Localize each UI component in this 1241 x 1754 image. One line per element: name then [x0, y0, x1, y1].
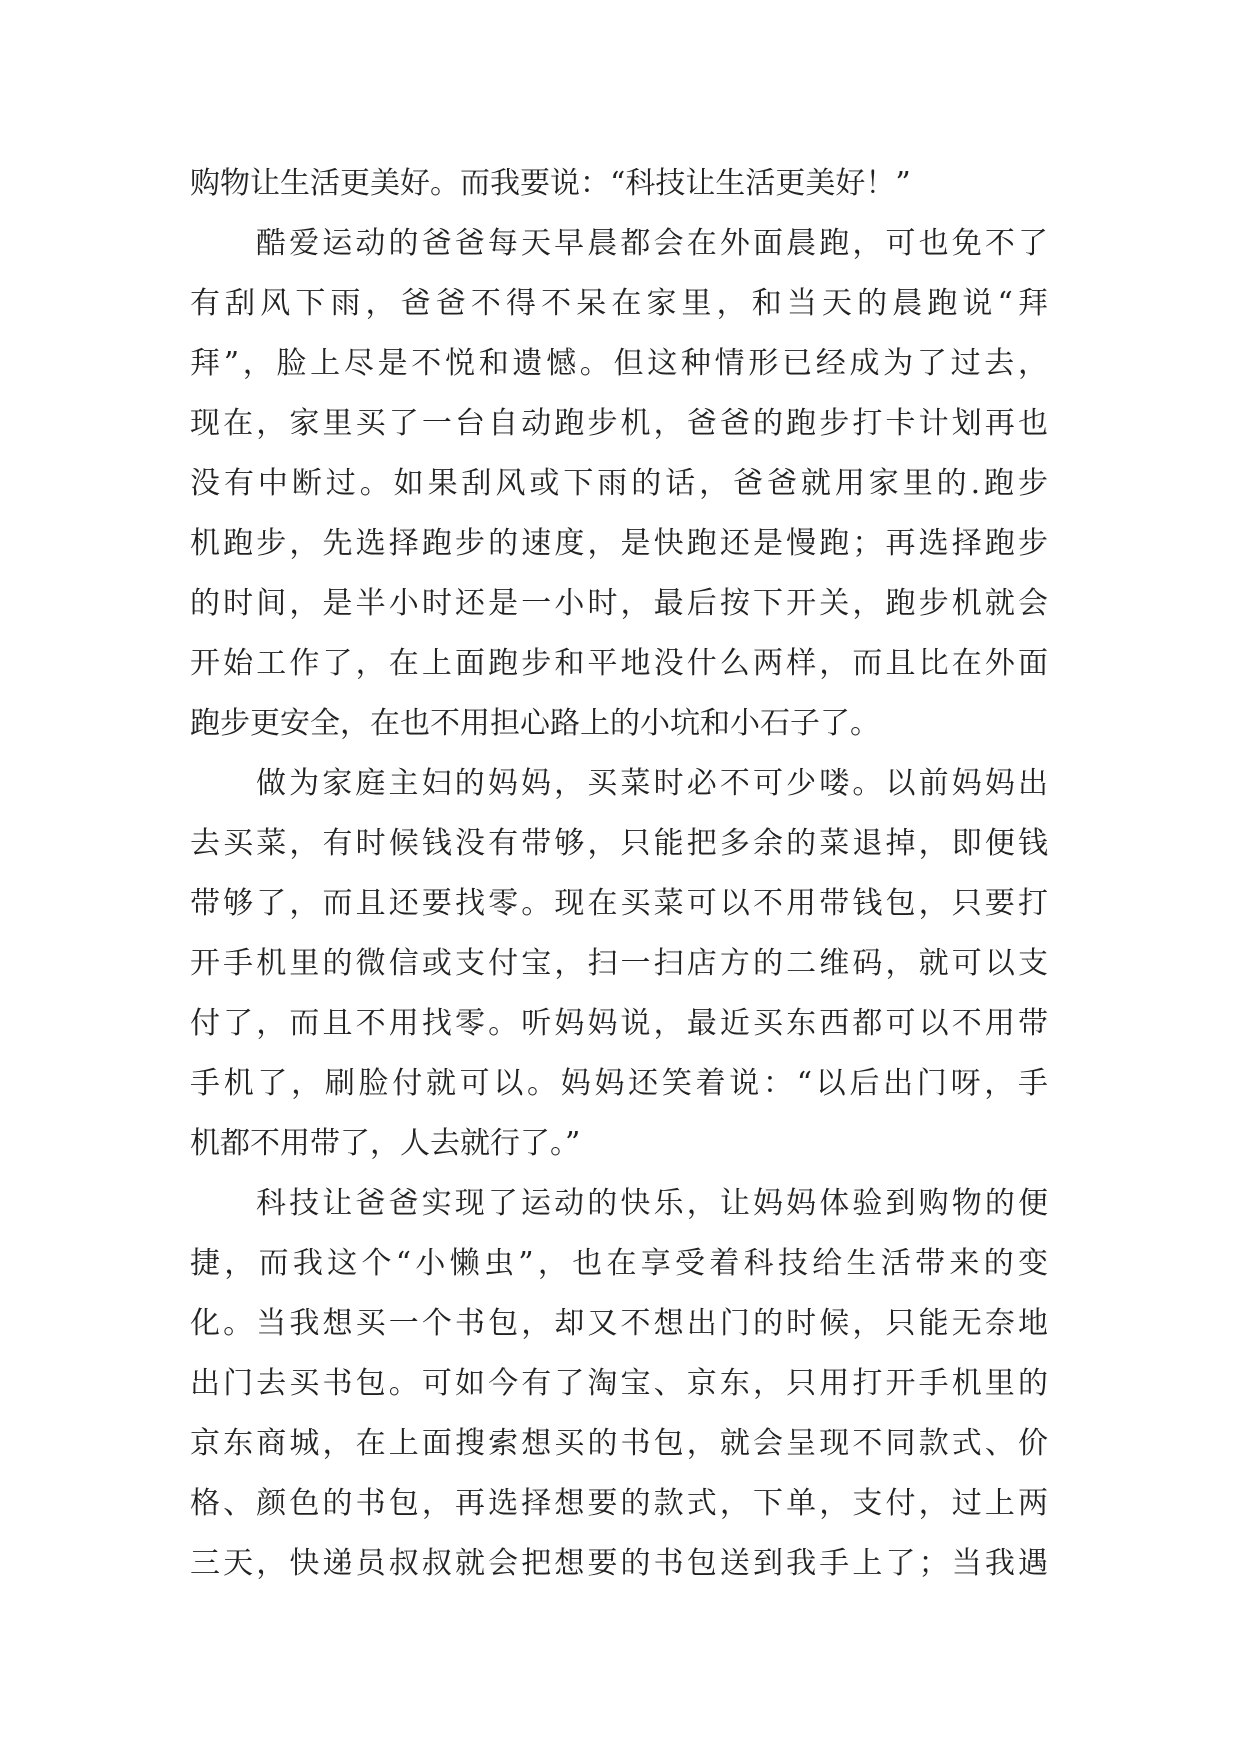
paragraph-start-line: 科技让爸爸实现了运动的快乐，让妈妈体验到购物的便	[256, 1186, 1048, 1221]
text-line: 开手机里的微信或支付宝，扫一扫店方的二维码，就可以支	[190, 946, 1048, 981]
text-line: 带够了，而且还要找零。现在买菜可以不用带钱包，只要打	[190, 886, 1048, 921]
text-line: 付了，而且不用找零。听妈妈说，最近买东西都可以不用带	[190, 1006, 1048, 1041]
text-line: 跑步更安全，在也不用担心路上的小坑和小石子了。	[190, 706, 880, 741]
text-line: 购物让生活更美好。而我要说：“科技让生活更美好！”	[190, 166, 911, 201]
text-line: 机都不用带了，人去就行了。”	[190, 1126, 581, 1161]
text-line: 出门去买书包。可如今有了淘宝、京东，只用打开手机里的	[190, 1366, 1048, 1401]
text-line: 拜”，脸上尽是不悦和遗憾。但这种情形已经成为了过去，	[190, 346, 1048, 381]
text-line: 三天，快递员叔叔就会把想要的书包送到我手上了；当我遇	[190, 1546, 1048, 1581]
text-line: 去买菜，有时候钱没有带够，只能把多余的菜退掉，即便钱	[190, 826, 1048, 861]
text-line: 手机了，刷脸付就可以。妈妈还笑着说：“以后出门呀，手	[190, 1066, 1048, 1101]
text-line: 捷，而我这个“小懒虫”，也在享受着科技给生活带来的变	[190, 1246, 1048, 1281]
text-line: 机跑步，先选择跑步的速度，是快跑还是慢跑；再选择跑步	[190, 526, 1048, 561]
text-line: 的时间，是半小时还是一小时，最后按下开关，跑步机就会	[190, 586, 1048, 621]
text-line: 京东商城，在上面搜索想买的书包，就会呈现不同款式、价	[190, 1426, 1048, 1461]
text-line: 没有中断过。如果刮风或下雨的话，爸爸就用家里的.跑步	[190, 466, 1048, 501]
text-line: 现在，家里买了一台自动跑步机，爸爸的跑步打卡计划再也	[190, 406, 1048, 441]
paragraph-start-line: 酷爱运动的爸爸每天早晨都会在外面晨跑，可也免不了	[256, 226, 1048, 261]
text-line: 有刮风下雨，爸爸不得不呆在家里，和当天的晨跑说“拜	[190, 286, 1048, 321]
text-line: 格、颜色的书包，再选择想要的款式，下单，支付，过上两	[190, 1486, 1048, 1521]
paragraph-start-line: 做为家庭主妇的妈妈，买菜时必不可少喽。以前妈妈出	[256, 766, 1048, 801]
body-text	[190, 154, 1048, 1594]
text-line: 开始工作了，在上面跑步和平地没什么两样，而且比在外面	[190, 646, 1048, 681]
text-line: 化。当我想买一个书包，却又不想出门的时候，只能无奈地	[190, 1306, 1048, 1341]
